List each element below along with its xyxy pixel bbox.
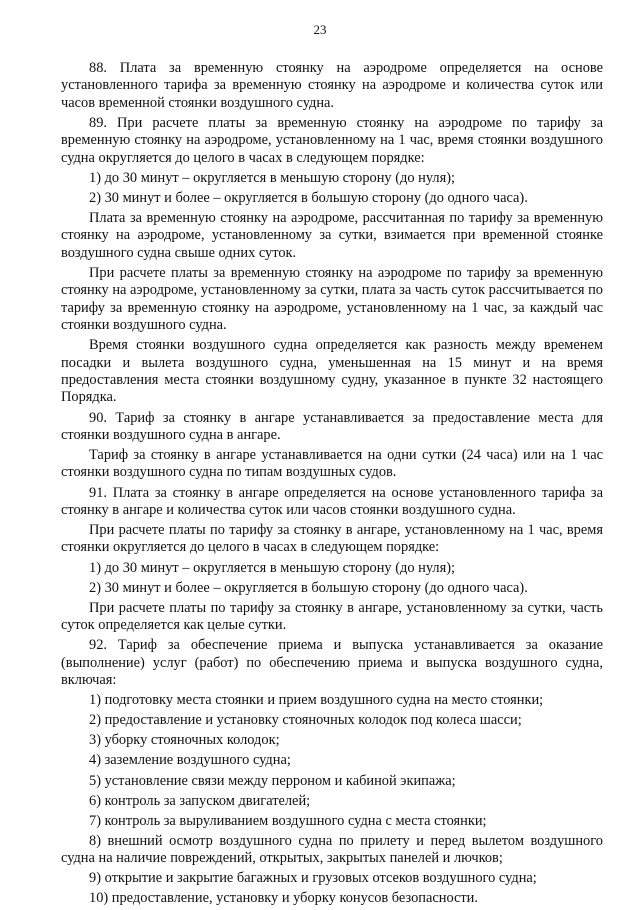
list-item: 7) контроль за выруливанием воздушного судна с места стоянки; <box>89 812 487 829</box>
list-item: 6) контроль за запуском двигателей; <box>89 792 311 809</box>
paragraph: При расчете платы по тарифу за стоянку в ангаре, установленному на 1 час, время стоянки округляется до целого в часах в следующем порядке: <box>61 522 603 556</box>
list-item: 1) до 30 минут – округляется в меньшую сторону (до нуля); <box>89 559 455 576</box>
page-number: 23 <box>313 22 327 37</box>
list-item: 1) подготовку места стоянки и прием воздушного судна на место стоянки; <box>89 692 544 709</box>
list-item: 10) предоставление, установку и уборку конусов безопасности. <box>89 890 478 907</box>
paragraph: 91. Плата за стоянку в ангаре определяется на основе установленного тарифа за стоянку в ангаре и количества суток или часов стоянки воздушного судна. <box>61 484 603 518</box>
paragraph: При расчете платы по тарифу за стоянку в ангаре, установленному за сутки, часть суток определяется как целые сутки. <box>61 599 603 634</box>
paragraph: 89. При расчете платы за временную стоянку на аэродроме по тарифу за временную стоянку на аэродроме, установленному на 1 час, время стоянки воздушного судна округляется до целого в часах в следующем порядке: <box>61 114 603 166</box>
paragraph: 90. Тариф за стоянку в ангаре устанавливается за предоставление места для стоянки воздушного судна в ангаре. <box>61 409 603 443</box>
paragraph: При расчете платы за временную стоянку на аэродроме по тарифу за временную стоянку на аэродроме, установленному за сутки, плата за часть суток рассчитывается по тарифу за временную стоянку на аэродроме, установленному на 1 час, за каждый час стоянки воздушного судна. <box>61 264 603 334</box>
paragraph: Тариф за стоянку в ангаре устанавливается на одни сутки (24 часа) или на 1 час стоянки воздушного судна по типам воздушных судов. <box>61 447 603 481</box>
list-item: 3) уборку стояночных колодок; <box>89 732 280 749</box>
list-item: 2) предоставление и установку стояночных колодок под колеса шасси; <box>89 712 522 729</box>
list-item: 8) внешний осмотр воздушного судна по прилету и перед вылетом воздушного судна на наличие повреждений, открытых, закрытых панелей и лючков; <box>61 832 603 867</box>
list-item: 4) заземление воздушного судна; <box>89 752 291 769</box>
list-item: 2) 30 минут и более – округляется в большую сторону (до одного часа). <box>89 189 528 206</box>
list-item: 2) 30 минут и более – округляется в большую сторону (до одного часа). <box>89 579 528 596</box>
list-item: 1) до 30 минут – округляется в меньшую сторону (до нуля); <box>89 169 455 186</box>
list-item: 9) открытие и закрытие багажных и грузовых отсеков воздушного судна; <box>89 870 537 887</box>
document-body <box>61 60 603 910</box>
paragraph: Плата за временную стоянку на аэродроме, рассчитанная по тарифу за временную стоянку на аэродроме, установленному за сутки, взимается при временной стоянке воздушного судна свыше одних суток. <box>61 210 603 261</box>
list-item: 5) установление связи между перроном и кабиной экипажа; <box>89 772 456 789</box>
paragraph: Время стоянки воздушного судна определяется как разность между временем посадки и вылета воздушного судна, уменьшенная на 15 минут и на время предоставления места стоянки воздушному судну, указанное в пункте 32 настоящего Порядка. <box>61 337 603 406</box>
paragraph: 88. Плата за временную стоянку на аэродроме определяется на основе установленного тарифа за временную стоянку на аэродроме и количества суток или часов временной стоянки воздушного судна. <box>61 60 603 111</box>
paragraph: 92. Тариф за обеспечение приема и выпуска устанавливается за оказание (выполнение) услуг (работ) по обеспечению приема и выпуска воздушного судна, включая: <box>61 637 603 689</box>
